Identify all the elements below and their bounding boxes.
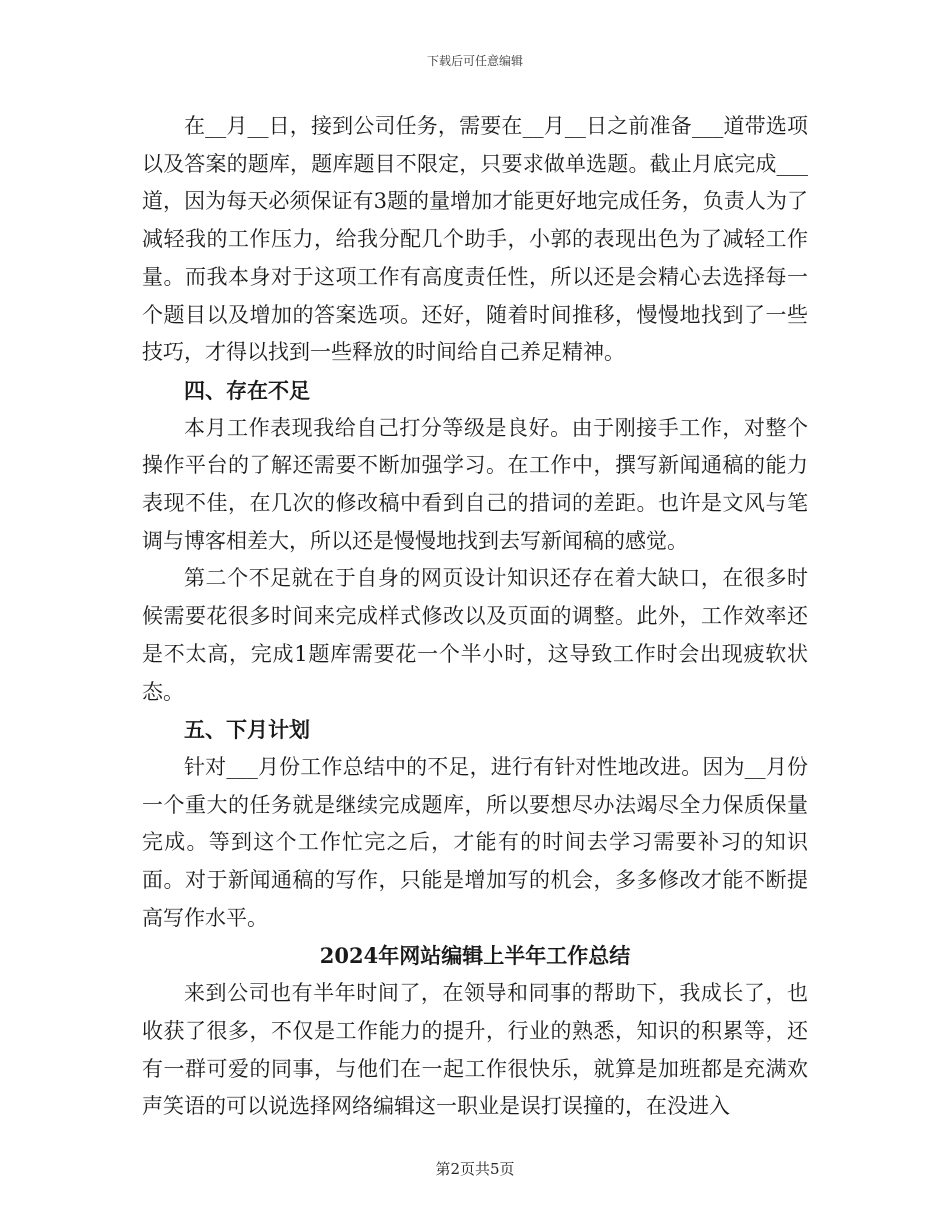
paragraph-shortcoming-1: 本月工作表现我给自己打分等级是良好。由于刚接手工作，对整个操作平台的了解还需要不断加强学习。在工作中，撰写新闻通稿的能力表现不佳，在几次的修改稿中看到自己的措词的差距。也许是文风与笔调与博客相差大，所以还是慢慢地找到去写新闻稿的感觉。: [142, 415, 808, 553]
section-heading-next-month-plan: 五、下月计划: [184, 717, 310, 743]
paragraph-task-report: 在__月__日，接到公司任务，需要在__月__日之前准备___道带选项以及答案的题库，题库题目不限定，只要求做单选题。截止月底完成___道，因为每天必须保证有3题的量增加才能更好地完成任务，负责人为了减轻我的工作压力，给我分配几个助手，小郭的表现出色为了减轻工作量。而我本身对于这项工作有高度责任性，所以还是会精心去选择每一个题目以及增加的答案选项。还好，随着时间推移，慢慢地找到了一些技巧，才得以找到一些释放的时间给自己养足精神。: [142, 114, 808, 365]
page-header: 下载后可任意编辑: [426, 54, 523, 68]
paragraph-next-month-plan: 针对___月份工作总结中的不足，进行有针对性地改进。因为__月份一个重大的任务就是继续完成题库，所以要想尽办法竭尽全力保质保量完成。等到这个工作忙完之后，才能有的时间去学习需要补习的知识面。对于新闻通稿的写作，只能是增加写的机会，多多修改才能不断提高写作水平。: [142, 754, 808, 930]
document-body: [142, 108, 808, 1126]
paragraph-half-year-intro: 来到公司也有半年时间了，在领导和同事的帮助下，我成长了，也收获了很多，不仅是工作能力的提升，行业的熟悉，知识的积累等，还有一群可爱的同事，与他们在一起工作很快乐，就算是加班都是充满欢声笑语的可以说选择网络编辑这一职业是误打误撞的，在没进入: [142, 981, 808, 1119]
page-number: 第2页共5页: [435, 1160, 515, 1178]
section-heading-shortcomings: 四、存在不足: [184, 377, 310, 403]
document-title: 2024年网站编辑上半年工作总结: [319, 943, 631, 969]
paragraph-shortcoming-2: 第二个不足就在于自身的网页设计知识还存在着大缺口，在很多时候需要花很多时间来完成样式修改以及页面的调整。此外，工作效率还是不太高，完成1题库需要花一个半小时，这导致工作时会出现疲软状态。: [142, 566, 808, 704]
